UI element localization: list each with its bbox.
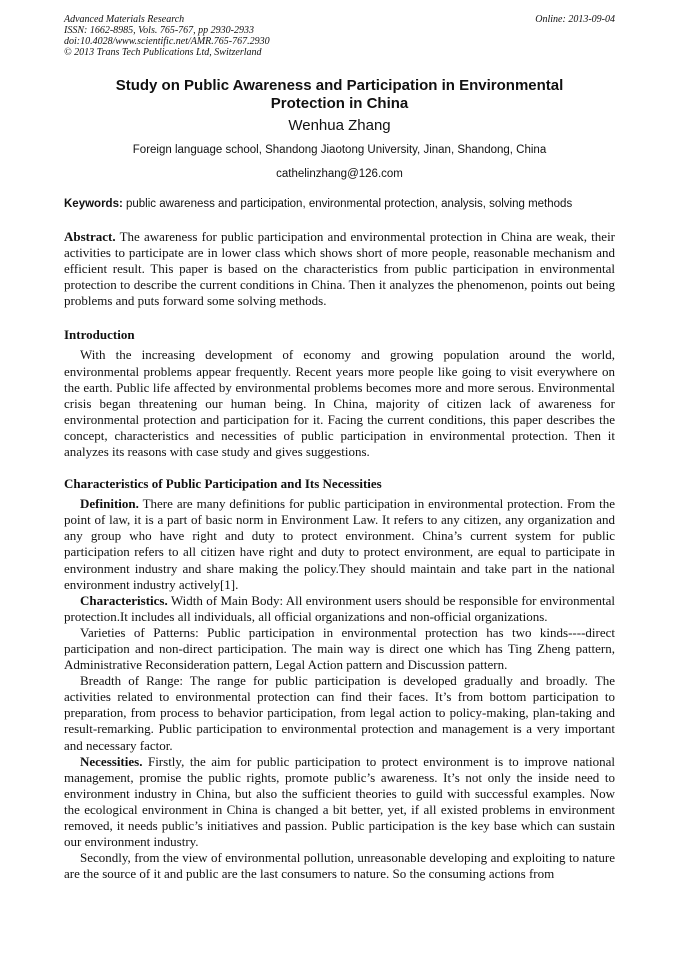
keywords-label: Keywords: xyxy=(64,198,123,210)
characteristics-label: Characteristics. xyxy=(80,592,168,608)
author-email[interactable]: cathelinzhang@126.com xyxy=(276,168,403,180)
introduction-heading: Introduction xyxy=(64,327,135,343)
journal-header xyxy=(64,14,615,58)
abstract xyxy=(64,229,615,309)
necessities-label: Necessities. xyxy=(80,753,143,769)
characteristics-paragraph xyxy=(64,593,615,625)
author-name: Wenhua Zhang xyxy=(288,117,391,134)
secondly-paragraph: Secondly, from the view of environmental pollution, unreasonable developing and exploiting to nature are the source of it and public are the last consumers to nature. So the consuming actions from xyxy=(64,850,615,882)
journal-doi: doi:10.4028/www.scientific.net/AMR.765-767.2930 xyxy=(64,36,270,47)
characteristics-text: Width of Main Body: All environment users should be responsible for environmental protection.It includes all individuals, all official organizations and non-official organizations. xyxy=(64,592,615,624)
keywords xyxy=(64,197,615,211)
abstract-text: The awareness for public participation and environmental protection in China are weak, their activities to participate are in lower class which shows short of more people, reasonable mechanism and efficient result. This paper is based on the characteristics from public participation in environmental protection to describe the current conditions in China. Then it analyzes the phenomenon, points out being problems and puts forward some solving methods. xyxy=(64,229,616,309)
definition-paragraph xyxy=(64,496,615,593)
paper-page xyxy=(64,14,615,882)
keywords-text: public awareness and participation, environmental protection, analysis, solving methods xyxy=(126,198,573,210)
characteristics-heading: Characteristics of Public Participation and Its Necessities xyxy=(64,476,382,492)
journal-name: Advanced Materials Research xyxy=(64,14,185,25)
necessities-text: Firstly, the aim for public participation to protect environment is to improve national management, promise the public rights, promote public’s awareness. It’s not only the inside need to environment industry in China, but also the sufficient theories to guild with successful examples. Now the ecological environment in China is changed a bit better, yet, if all existed problems in environment removed, it needs public’s initiatives and passion. Public participation is the key base which can sustain our environment industry. xyxy=(64,753,616,850)
journal-copyright: © 2013 Trans Tech Publications Ltd, Switzerland xyxy=(64,47,262,58)
abstract-label: Abstract. xyxy=(64,229,116,244)
definition-text: There are many definitions for public participation in environmental protection. From the point of law, it is a part of basic norm in Environment Law. It refers to any citizen, any organization and any group who have right and duty to protect environment. China’s current system for public participation refers to all citizen have right and duty to protect environment, are equal to participate in environment industry and share making the policy.They should maintain and take part in the national environment industry actively[1]. xyxy=(64,496,615,592)
breadth-paragraph: Breadth of Range: The range for public participation is developed gradually and broadly. The activities related to environmental protection can find their faces. It’s from bottom participation to preparation, from process to behavior participation, from legal action to policy-making, plan-taking and result-remarking. Public participation to environmental protection and management is a very important and necessary factor. xyxy=(64,673,615,753)
varieties-paragraph: Varieties of Patterns: Public participation in environmental protection has two kinds----direct participation and non-direct participation. The main way is direct one which has Ting Zheng pattern, Administrative Reconsideration pattern, Legal Action pattern and Discussion pattern. xyxy=(64,624,615,673)
necessities-paragraph xyxy=(64,754,615,851)
definition-label: Definition. xyxy=(80,496,139,512)
online-date: Online: 2013-09-04 xyxy=(535,14,615,25)
introduction-paragraph: With the increasing development of economy and growing population around the world, environmental problems appear frequently. Recent years more people like going to visit everywhere on the earth. Public life affected by environmental problems becomes more and more serous. Environmental crisis began threatening our human being. In China, majority of citizen lack of awareness for environmental protection and participation for it. Facing the current conditions, this paper describes the concept, characteristics and necessities of public participation in environmental protection. Then it analyzes its reasons with case study and gives suggestions. xyxy=(64,347,615,460)
journal-issn: ISSN: 1662-8985, Vols. 765-767, pp 2930-2933 xyxy=(64,25,254,36)
journal-info xyxy=(64,14,615,58)
author-affiliation: Foreign language school, Shandong Jiaotong University, Jinan, Shandong, China xyxy=(132,144,547,156)
paper-title: Study on Public Awareness and Participation in Environmental Protection in China xyxy=(115,77,564,112)
